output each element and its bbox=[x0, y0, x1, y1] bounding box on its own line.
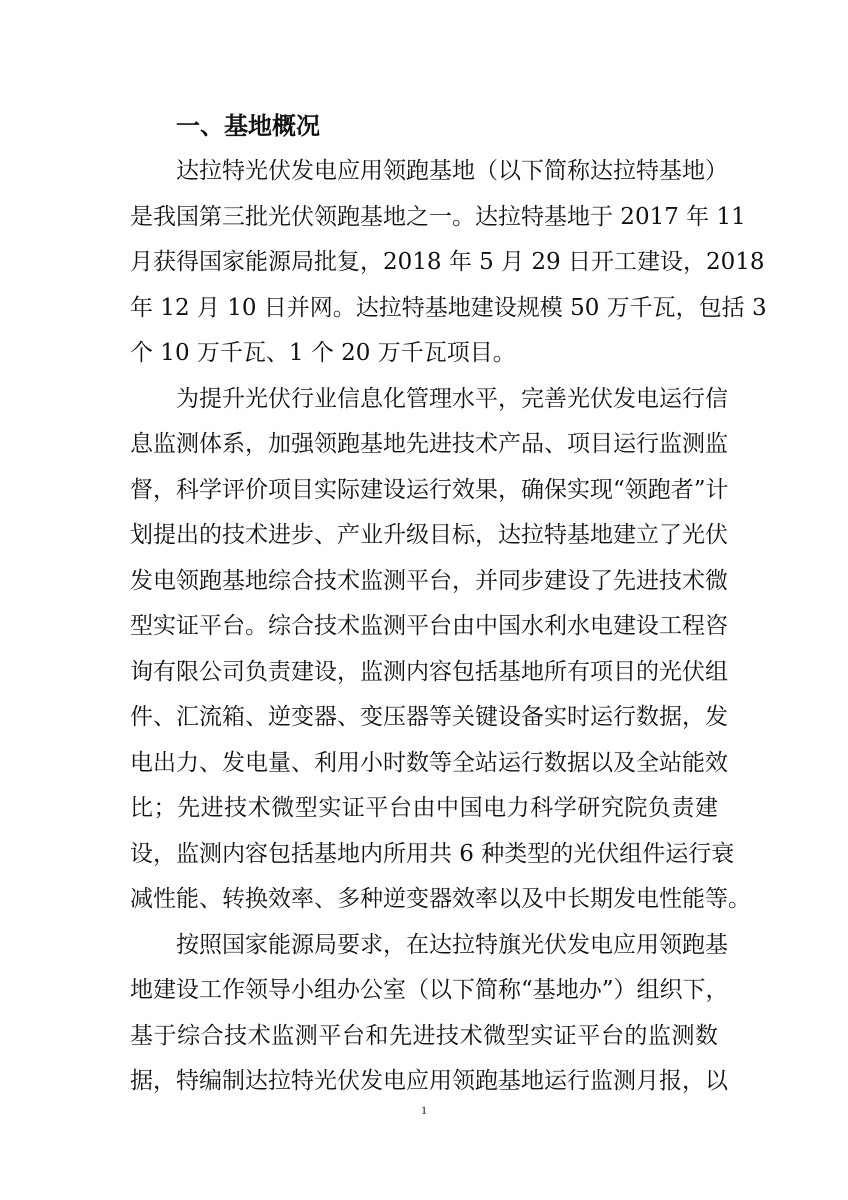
paragraph-line: 达拉特光伏发电应用领跑基地（以下简称达拉特基地） bbox=[176, 158, 728, 184]
paragraph-line: 个 10 万千瓦、1 个 20 万千瓦项目。 bbox=[130, 340, 516, 366]
paragraph-line: 据，特编制达拉特光伏发电应用领跑基地运行监测月报，以 bbox=[130, 1068, 728, 1094]
section-heading: 一、基地概况 bbox=[176, 112, 320, 140]
paragraph-line: 询有限公司负责建设，监测内容包括基地所有项目的光伏组 bbox=[130, 659, 728, 685]
paragraph-line: 基于综合技术监测平台和先进技术微型实证平台的监测数 bbox=[130, 1023, 718, 1049]
paragraph-line: 设，监测内容包括基地内所用共 6 种类型的光伏组件运行衰 bbox=[130, 841, 735, 867]
paragraph-line: 划提出的技术进步、产业升级目标，达拉特基地建立了光伏 bbox=[130, 522, 728, 548]
paragraph-line: 比；先进技术微型实证平台由中国电力科学研究院负责建 bbox=[130, 795, 718, 821]
paragraph-line: 件、汇流箱、逆变器、变压器等关键设备实时运行数据，发 bbox=[130, 704, 728, 730]
paragraph-line: 减性能、转换效率、多种逆变器效率以及中长期发电性能等。 bbox=[130, 886, 751, 912]
paragraph-line: 月获得国家能源局批复，2018 年 5 月 29 日开工建设，2018 bbox=[130, 249, 765, 275]
paragraph-line: 发电领跑基地综合技术监测平台，并同步建设了先进技术微 bbox=[130, 568, 728, 594]
paragraph-line: 电出力、发电量、利用小时数等全站运行数据以及全站能效 bbox=[130, 750, 728, 776]
paragraph-line: 督，科学评价项目实际建设运行效果，确保实现“领跑者”计 bbox=[130, 477, 729, 503]
paragraph-line: 年 12 月 10 日并网。达拉特基地建设规模 50 万千瓦，包括 3 bbox=[130, 295, 767, 321]
paragraph-line: 是我国第三批光伏领跑基地之一。达拉特基地于 2017 年 11 bbox=[130, 204, 746, 230]
paragraph-line: 型实证平台。综合技术监测平台由中国水利水电建设工程咨 bbox=[130, 613, 728, 639]
paragraph-line: 息监测体系，加强领跑基地先进技术产品、项目运行监测监 bbox=[130, 431, 728, 457]
paragraph-line: 按照国家能源局要求，在达拉特旗光伏发电应用领跑基 bbox=[176, 932, 728, 958]
paragraph-line: 为提升光伏行业信息化管理水平，完善光伏发电运行信 bbox=[176, 386, 728, 412]
paragraph-line: 地建设工作领导小组办公室（以下简称“基地办”）组织下， bbox=[130, 977, 729, 1003]
page-number: 1 bbox=[421, 1103, 427, 1117]
